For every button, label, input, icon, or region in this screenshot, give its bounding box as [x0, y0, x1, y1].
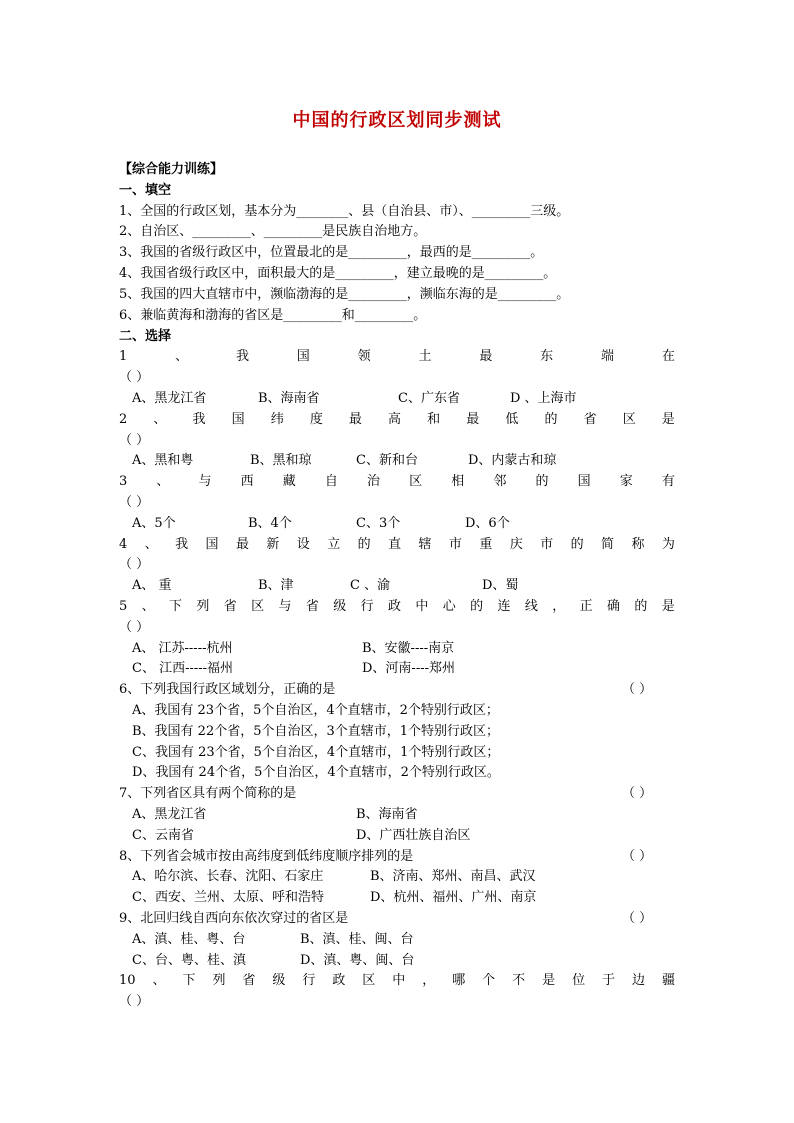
stem-char: 度 — [309, 412, 323, 427]
stem-char: 哪 — [452, 973, 466, 988]
stem-char: 高 — [388, 412, 402, 427]
stem-char: 最 — [348, 412, 362, 427]
stem-char: 省 — [583, 412, 597, 427]
choice-question-9-paren: （ ） — [622, 911, 653, 926]
stem-char: 列 — [196, 599, 210, 614]
q9-option-c: C、台、粤、桂、滇 — [132, 953, 246, 968]
q7-option-c: C、云南省 — [132, 828, 194, 843]
section-label: 【综合能力训练】 — [119, 162, 224, 177]
stem-char: 边 — [632, 973, 646, 988]
q1-option-c: C、广东省 — [398, 391, 460, 406]
fill-question-5: 5、我国的四大直辖市中，濒临渤海的是_________，濒临东海的是_________。 — [119, 287, 570, 302]
stem-char: 国 — [577, 474, 591, 489]
part2-heading: 二、选择 — [119, 329, 172, 344]
stem-char: 西 — [240, 474, 254, 489]
q4-option-a: A、 重 — [132, 578, 172, 593]
stem-char: 、 — [156, 474, 170, 489]
stem-char: 线 — [524, 599, 538, 614]
fill-question-2: 2、自治区、_________、_________是民族自治地方。 — [119, 224, 427, 239]
stem-char: 国 — [296, 349, 310, 364]
q2-option-d: D、内蒙古和琼 — [468, 453, 557, 468]
stem-char: 、 — [153, 412, 167, 427]
stem-char: 的 — [535, 474, 549, 489]
choice-question-1-stem — [119, 347, 675, 367]
stem-char: 我 — [175, 537, 189, 552]
stem-char: 个 — [482, 973, 496, 988]
stem-char: 纬 — [270, 412, 284, 427]
stem-char: 行 — [360, 599, 374, 614]
choice-question-1-paren: （ ） — [119, 370, 150, 385]
choice-question-5-paren: （ ） — [119, 620, 150, 635]
q5-option-a: A、 江苏-----杭州 — [132, 641, 233, 656]
stem-char: 的 — [544, 412, 558, 427]
choice-question-3-paren: （ ） — [119, 495, 150, 510]
stem-char: 区 — [622, 412, 636, 427]
stem-char: 疆 — [661, 973, 675, 988]
stem-char: 低 — [505, 412, 519, 427]
choice-question-3-stem — [119, 472, 675, 492]
stem-char: 不 — [512, 973, 526, 988]
stem-char: 家 — [619, 474, 633, 489]
q1-option-a: A、黑龙江省 — [132, 391, 207, 406]
stem-char: 藏 — [282, 474, 296, 489]
stem-char: 有 — [661, 474, 675, 489]
stem-char: 10 — [119, 973, 136, 988]
document-title: 中国的行政区划同步测试 — [292, 110, 502, 131]
choice-question-4-paren: （ ） — [119, 557, 150, 572]
stem-char: 中 — [392, 973, 406, 988]
stem-char: 和 — [427, 412, 441, 427]
stem-char: 3 — [119, 474, 128, 489]
stem-char: 确 — [607, 599, 621, 614]
stem-char: 级 — [272, 973, 286, 988]
stem-char: 、 — [141, 599, 155, 614]
stem-char: 、 — [175, 349, 189, 364]
stem-char: 最 — [479, 349, 493, 364]
choice-question-6-paren: （ ） — [622, 682, 653, 697]
fill-question-3: 3、我国的省级行政区中，位置最北的是_________，最西的是_________。 — [119, 245, 544, 260]
stem-char: 区 — [362, 973, 376, 988]
stem-char: 我 — [192, 412, 206, 427]
q5-option-c: C、 江西-----福州 — [132, 661, 234, 676]
stem-char: 在 — [661, 349, 675, 364]
q1-option-b: B、海南省 — [258, 391, 320, 406]
stem-char: 位 — [572, 973, 586, 988]
part1-heading: 一、填空 — [119, 183, 172, 198]
q7-option-b: B、海南省 — [356, 807, 418, 822]
q4-option-c: C 、渝 — [350, 578, 391, 593]
stem-char: 重 — [479, 537, 493, 552]
q2-option-c: C、新和台 — [356, 453, 418, 468]
stem-char: 下 — [169, 599, 183, 614]
q8-option-d: D、杭州、福州、广州、南京 — [370, 890, 537, 905]
stem-char: 区 — [409, 474, 423, 489]
q9-option-b: B、滇、桂、闽、台 — [300, 932, 414, 947]
q1-option-d: D 、上海市 — [510, 391, 577, 406]
stem-char: 新 — [266, 537, 280, 552]
stem-char: 行 — [302, 973, 316, 988]
stem-char: 与 — [198, 474, 212, 489]
stem-char: 2 — [119, 412, 128, 427]
stem-char: 于 — [602, 973, 616, 988]
stem-char: 国 — [231, 412, 245, 427]
q3-option-c: C、3个 — [356, 516, 401, 531]
stem-char: 市 — [540, 537, 554, 552]
choice-question-8-stem: 8、下列省会城市按由高纬度到低纬度顺序排列的是 — [119, 849, 414, 864]
stem-char: 是 — [661, 412, 675, 427]
choice-question-10-stem — [119, 971, 675, 991]
stem-char: 端 — [601, 349, 615, 364]
stem-char: 最 — [466, 412, 480, 427]
stem-char: 我 — [235, 349, 249, 364]
choice-question-7-paren: （ ） — [622, 786, 653, 801]
stem-char: 省 — [223, 599, 237, 614]
choice-question-8-paren: （ ） — [622, 849, 653, 864]
stem-char: 最 — [235, 537, 249, 552]
stem-char: 省 — [305, 599, 319, 614]
q6-option-a: A、我国有 23个省，5个自治区，4个直辖市，2个特别行政区； — [132, 703, 499, 718]
stem-char: 5 — [119, 599, 128, 614]
stem-char: 政 — [388, 599, 402, 614]
fill-question-4: 4、我国省级行政区中，面积最大的是_________，建立最晚的是_________。 — [119, 266, 557, 281]
stem-char: 国 — [205, 537, 219, 552]
stem-char: 心 — [442, 599, 456, 614]
q8-option-a: A、哈尔滨、长春、沈阳、石家庄 — [132, 869, 324, 884]
choice-question-6-stem: 6、下列我国行政区域划分，正确的是 — [119, 682, 336, 697]
stem-char: 治 — [367, 474, 381, 489]
choice-question-10-paren: （ ） — [119, 994, 150, 1009]
q3-option-b: B、4个 — [248, 516, 292, 531]
stem-char: 为 — [661, 537, 675, 552]
stem-char: 的 — [634, 599, 648, 614]
stem-char: 立 — [327, 537, 341, 552]
stem-char: 邻 — [493, 474, 507, 489]
stem-char: 称 — [631, 537, 645, 552]
stem-char: 级 — [333, 599, 347, 614]
stem-char: ， — [422, 973, 436, 988]
stem-char: 的 — [570, 537, 584, 552]
stem-char: 相 — [451, 474, 465, 489]
q5-option-d: D、河南----郑州 — [362, 661, 455, 676]
stem-char: 领 — [357, 349, 371, 364]
stem-char: 的 — [470, 599, 484, 614]
stem-char: 、 — [144, 537, 158, 552]
stem-char: 与 — [278, 599, 292, 614]
stem-char: 东 — [540, 349, 554, 364]
choice-question-2-stem — [119, 410, 675, 430]
q7-option-d: D、广西壮族自治区 — [356, 828, 471, 843]
q2-option-a: A、黑和粤 — [132, 453, 194, 468]
stem-char: 自 — [324, 474, 338, 489]
stem-char: 中 — [415, 599, 429, 614]
choice-question-2-paren: （ ） — [119, 433, 150, 448]
choice-question-4-stem — [119, 535, 675, 555]
stem-char: 设 — [296, 537, 310, 552]
q6-option-d: D、我国有 24个省，5个自治区，4个直辖市，2个特别行政区。 — [132, 765, 500, 780]
fill-question-1: 1、全国的行政区划，基本分为________、县（自治县、市）、_________三级。 — [119, 204, 570, 219]
stem-char: 、 — [152, 973, 166, 988]
stem-char: 4 — [119, 537, 128, 552]
q6-option-c: C、我国有 23个省，5个自治区，4个直辖市，1个特别行政区； — [132, 745, 500, 760]
stem-char: 的 — [357, 537, 371, 552]
stem-char: 辖 — [418, 537, 432, 552]
q9-option-d: D、滇、粤、闽、台 — [300, 953, 415, 968]
choice-question-7-stem: 7、下列省区具有两个简称的是 — [119, 786, 297, 801]
stem-char: 市 — [448, 537, 462, 552]
q5-option-b: B、安徽----南京 — [362, 641, 455, 656]
stem-char: 正 — [579, 599, 593, 614]
stem-char: 政 — [332, 973, 346, 988]
stem-char: 省 — [242, 973, 256, 988]
stem-char: 连 — [497, 599, 511, 614]
stem-char: 庆 — [509, 537, 523, 552]
fill-question-6: 6、兼临黄海和渤海的省区是_________和_________。 — [119, 308, 427, 323]
choice-question-5-stem — [119, 597, 675, 617]
q6-option-b: B、我国有 22个省，5个自治区，3个直辖市，1个特别行政区； — [132, 724, 500, 739]
stem-char: 区 — [251, 599, 265, 614]
q3-option-d: D、6个 — [465, 516, 510, 531]
stem-char: ， — [552, 599, 566, 614]
q8-option-b: B、济南、郑州、南昌、武汉 — [370, 869, 536, 884]
stem-char: 列 — [212, 973, 226, 988]
stem-char: 是 — [661, 599, 675, 614]
stem-char: 1 — [119, 349, 128, 364]
q7-option-a: A、黑龙江省 — [132, 807, 207, 822]
stem-char: 直 — [388, 537, 402, 552]
stem-char: 简 — [601, 537, 615, 552]
q8-option-c: C、西安、兰州、太原、呼和浩特 — [132, 890, 324, 905]
q9-option-a: A、滇、桂、粤、台 — [132, 932, 246, 947]
stem-char: 土 — [418, 349, 432, 364]
q2-option-b: B、黑和琼 — [250, 453, 312, 468]
stem-char: 是 — [542, 973, 556, 988]
stem-char: 下 — [182, 973, 196, 988]
choice-question-9-stem: 9、北回归线自西向东依次穿过的省区是 — [119, 911, 349, 926]
q4-option-d: D、蜀 — [482, 578, 519, 593]
q3-option-a: A、5个 — [132, 516, 176, 531]
q4-option-b: B、津 — [258, 578, 294, 593]
